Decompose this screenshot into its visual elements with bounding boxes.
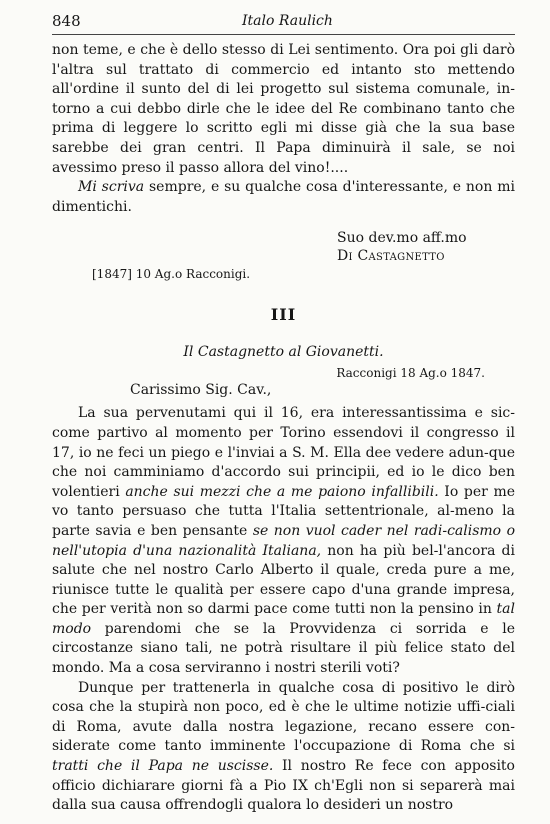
running-head: Italo Raulich: [242, 13, 333, 29]
letter1-paragraph-1: non teme, e che è dello stesso di Lei sentimento. Ora poi gli darò l'altra sul trattato di commercio ed intanto sto mettendo all'ordine il sunto del di lei progetto sul sistema comunale, in- torno a cui debbo dirle che le idee del Re combinano tanto che prima di leggere lo scritto egli mi disse già che la sua base sarebbe dei gran centri. Il Papa diminuirà il sale, se noi avessimo preso il passo allora del vino!....: [52, 42, 516, 176]
section-numeral: III: [270, 305, 297, 325]
letter1-paragraph-2: Mi scriva sempre, e su qualche cosa d'interessante, e non mi dimentichi.: [52, 179, 515, 215]
letter2-place-date: Racconigi 18 Ag.o 1847.: [336, 366, 485, 381]
letter1-dateline: [1847] 10 Ag.o Racconigi.: [92, 267, 251, 282]
page-number: 848: [52, 12, 81, 30]
section-title: Il Castagnetto al Giovanetti.: [183, 344, 384, 361]
page-body: [52, 41, 515, 816]
letter2-paragraph-2: Dunque per trattenerla in qualche cosa di positivo le dirò cosa che la stupirà non poco, ed è che le ultime notizie uffi-ciali di Roma, avute dalla nostra legazione, recano essere con-siderate come tanto imminente l'occupazione di Roma che si tratti che il Papa ne uscisse. Il nostro Re fece con apposito officio dichiarare giorni fà a Pio IX ch'Egli non si separerà mai dalla sua causa offrendogli qualora lo desideri un nostro: [52, 679, 515, 814]
letter2-greeting: Carissimo Sig. Cav.,: [130, 382, 272, 399]
page-header: [52, 12, 515, 35]
signature: Di Castagnetto: [337, 248, 445, 265]
letter1-signoff: [337, 229, 515, 265]
letter2-paragraph-1: La sua pervenutami qui il 16, era interessantissima e sic-come partivo al momento per Torino essendovi il congresso il 17, io ne feci un piego e l'inviai a S. M. Ella dee vedere adun-que che noi camminiamo d'accordo sui principii, ed io le dico ben volentieri anche sui mezzi che a me paiono infallibili. Io per me vo tanto persuaso che tutta l'Italia settentrionale, al-meno la parte savia e ben pensante se non vuol cader nel radi-calismo o nell'utopia d'una nazionalità Italiana, non ha più bel-l'ancora di salute che nel nostro Carlo Alberto il quale, creda pure a me, riunisce tutte le qualità per essere capo d'una grande impresa, che per verità non so darmi pace come tutti non la pensino in tal modo parendomi che se la Provvidenza ci sorrida e le circostanze siano tali, ne potrà risultare il più felice stato del mondo. Ma a cosa serviranno i nostri sterili voti?: [52, 405, 516, 677]
closing: Suo dev.mo aff.mo: [337, 230, 467, 247]
